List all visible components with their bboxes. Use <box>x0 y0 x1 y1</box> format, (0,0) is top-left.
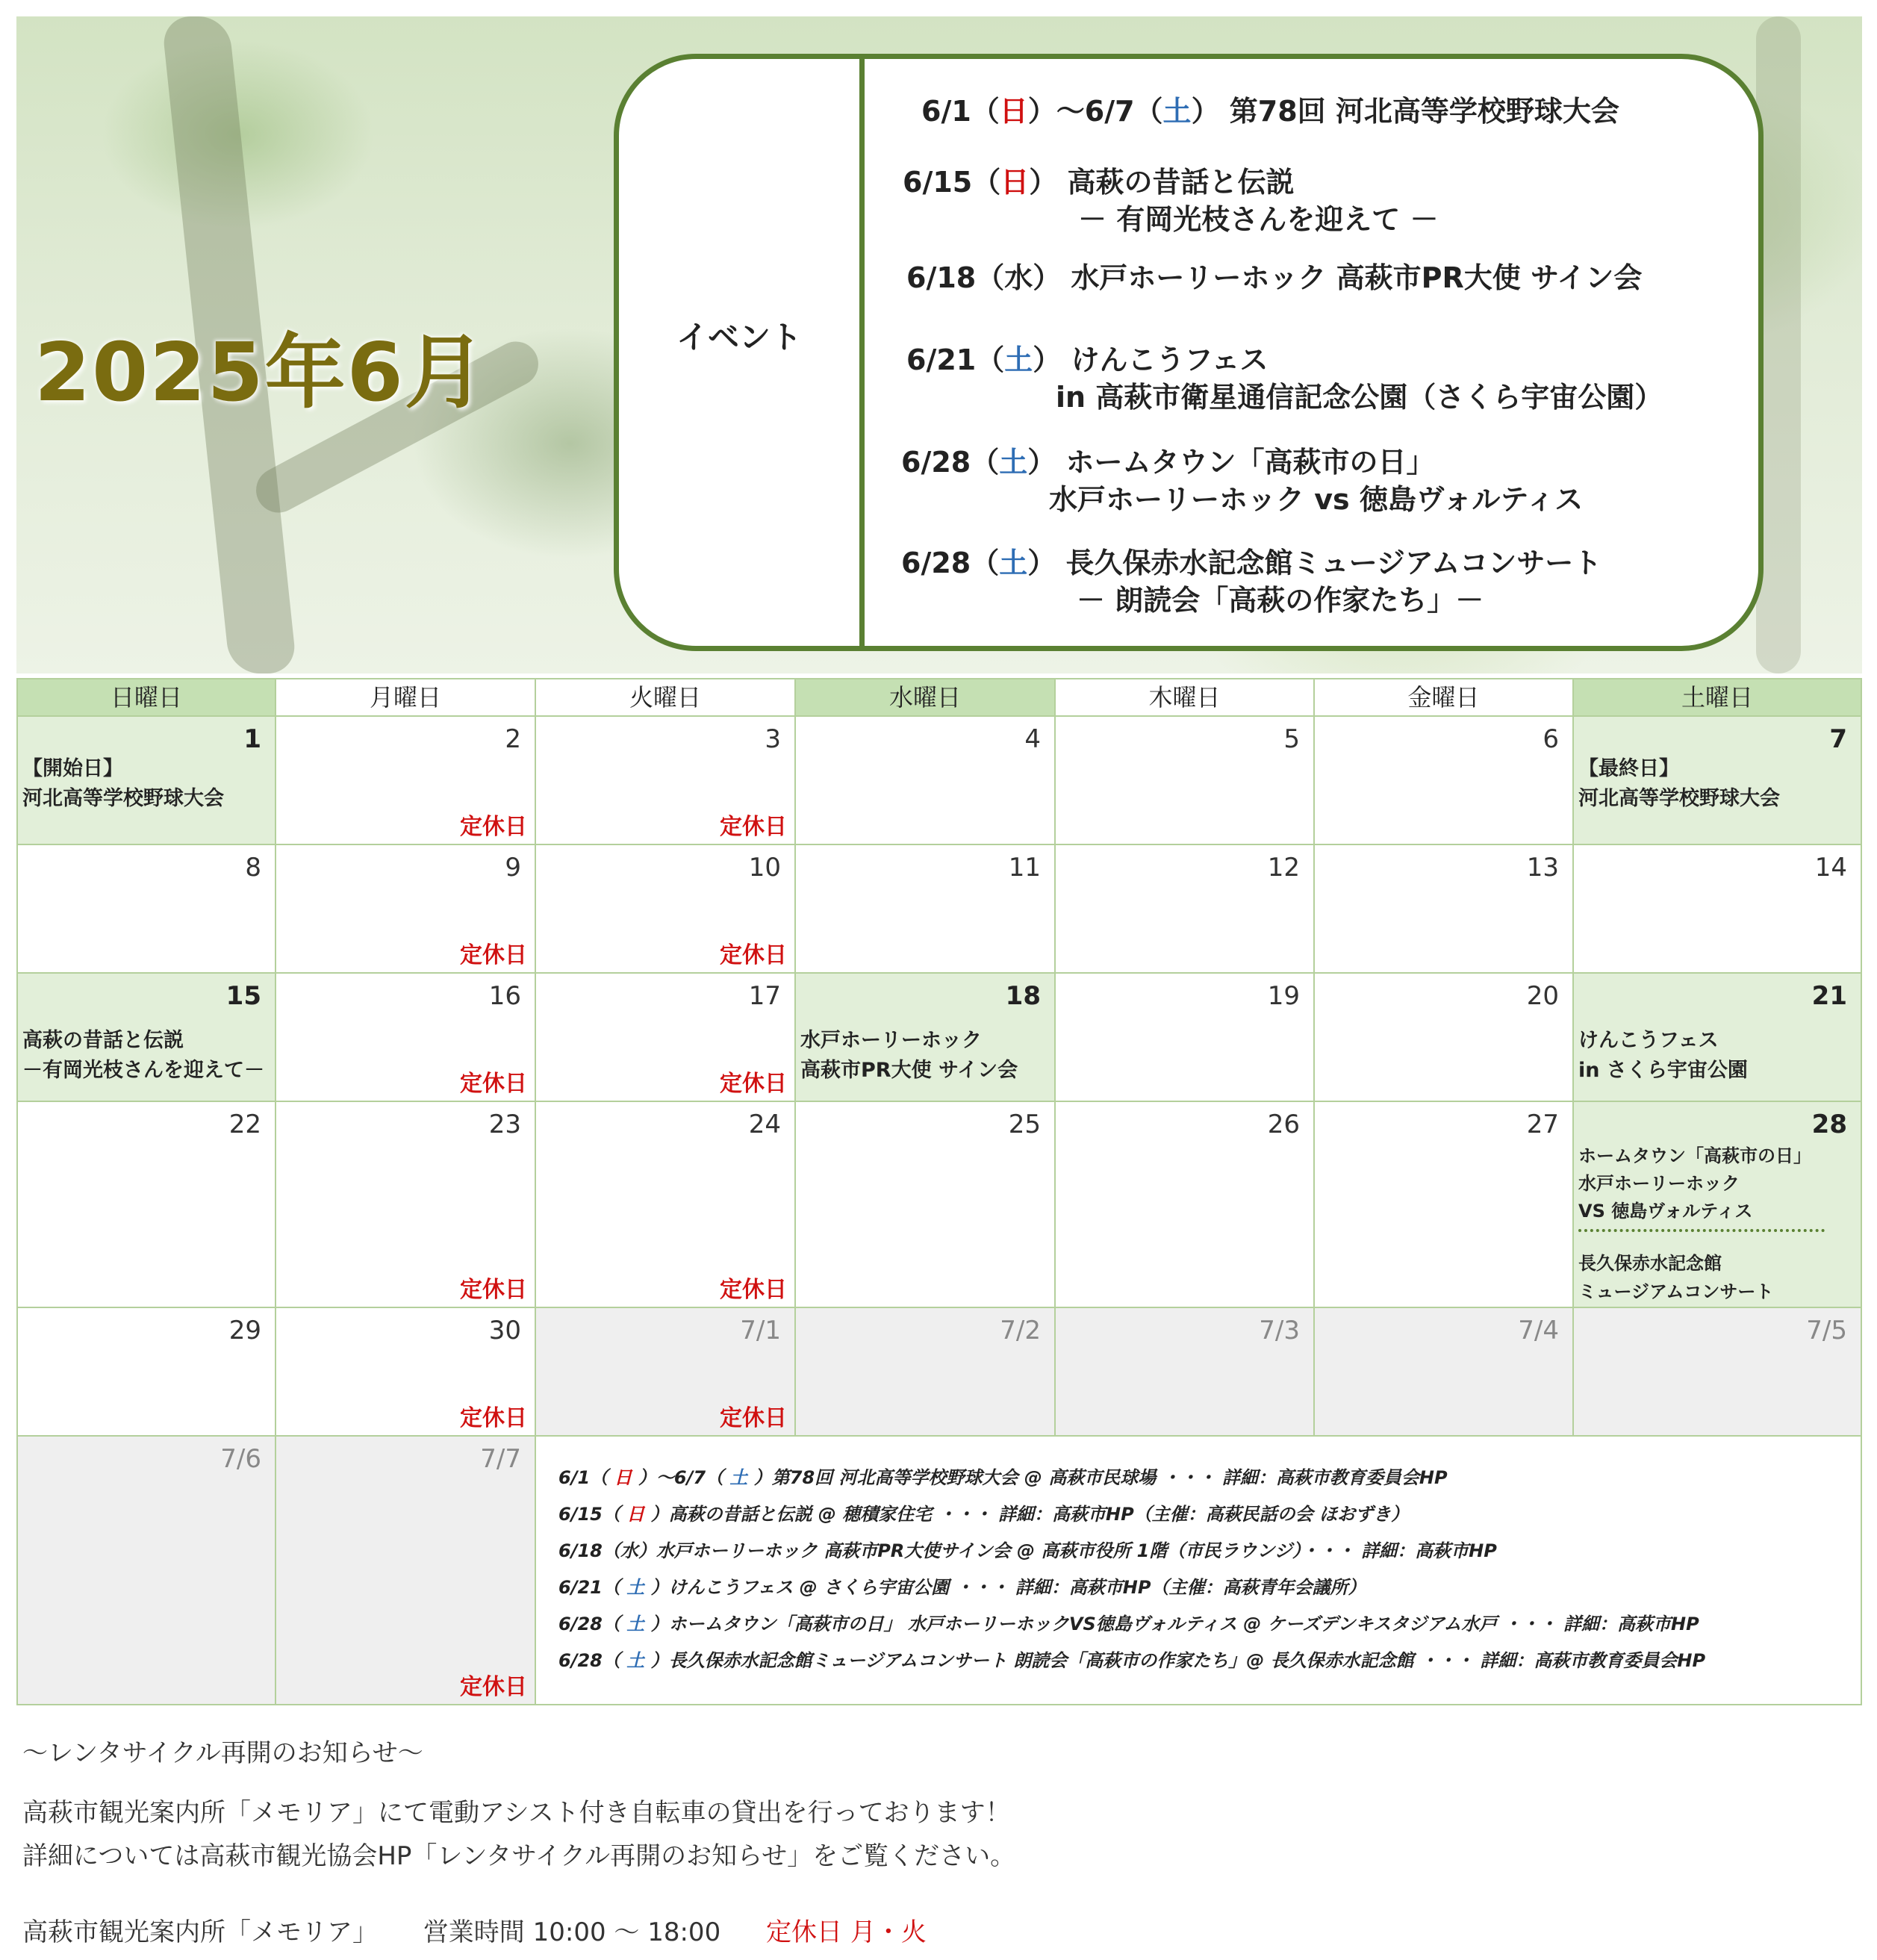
calendar-weeks <box>16 717 1862 1437</box>
rental-cycle-notice-title: ～レンタサイクル再開のお知らせ～ <box>22 1738 423 1768</box>
office-closed-days: 定休日 月・火 <box>766 1917 927 1947</box>
calendar-day-cell <box>1574 1308 1862 1437</box>
day-number: 25 <box>1008 1110 1041 1139</box>
day-number: 7/1 <box>740 1316 781 1345</box>
calendar-week-row <box>16 1437 1862 1705</box>
day-number: 29 <box>228 1316 261 1345</box>
weekday-header-tuesday: 火曜日 <box>536 678 796 717</box>
day-number: 4 <box>1024 724 1041 754</box>
day-number: 17 <box>748 981 781 1011</box>
calendar-day-cell <box>1574 845 1862 974</box>
day-number: 23 <box>488 1110 521 1139</box>
calendar-day-cell <box>16 1308 276 1437</box>
calendar-day-cell <box>1315 845 1574 974</box>
calendar-day-cell <box>276 974 536 1102</box>
closed-day-label: 定休日 <box>460 942 527 968</box>
closed-day-label: 定休日 <box>720 1071 787 1097</box>
event-detail-line: 6/28（ 土 ）長久保赤水記念館ミュージアムコンサート 朗読会「高萩市の作家たち」@ 長久保赤水記念館 ・・・ 詳細：高萩市教育委員会HP <box>558 1650 1706 1671</box>
day-number: 26 <box>1267 1110 1300 1139</box>
day-number: 12 <box>1267 853 1300 883</box>
day-number: 6 <box>1543 724 1559 754</box>
closed-day-label: 定休日 <box>460 1674 527 1700</box>
calendar-day-cell <box>16 717 276 845</box>
calendar-day-cell <box>1056 717 1315 845</box>
calendar-day-cell <box>1056 1308 1315 1437</box>
rental-cycle-notice-line: 高萩市観光案内所「メモリア」にて電動アシスト付き自転車の貸出を行っております！ <box>22 1798 1011 1828</box>
page-title: 2025年6月 <box>34 326 487 420</box>
calendar-day-cell <box>16 974 276 1102</box>
day-number: 7 <box>1829 724 1847 754</box>
day-number: 7/6 <box>220 1444 261 1474</box>
calendar-week-row <box>16 717 1862 845</box>
day-number: 28 <box>1811 1110 1847 1139</box>
calendar-grid <box>16 678 1862 1705</box>
calendar-day-cell <box>536 845 796 974</box>
day-number: 19 <box>1267 981 1300 1011</box>
calendar-day-cell <box>16 1102 276 1308</box>
day-number: 13 <box>1526 853 1559 883</box>
event-detail-line: 6/28（ 土 ）ホームタウン「高萩市の日」 水戸ホーリーホックVS徳島ヴォルティス @ ケーズデンキスタジアム水戸 ・・・ 詳細：高萩市HP <box>558 1614 1699 1634</box>
day-event-text: －有岡光枝さんを迎えて－ <box>22 1059 264 1082</box>
calendar-day-cell <box>1574 974 1862 1102</box>
event-item: 6/28（土） 長久保赤水記念館ミュージアムコンサート － 朗読会「高萩の作家たち」－ <box>901 547 1602 617</box>
calendar-day-cell <box>796 1308 1056 1437</box>
dotted-separator <box>1578 1229 1825 1232</box>
event-detail-line: 6/15（ 日 ）高萩の昔話と伝説 @ 穂積家住宅 ・・・ 詳細：高萩市HP（主催：高萩民話の会 ほおずき） <box>558 1504 1410 1525</box>
calendar-week-row <box>16 845 1862 974</box>
event-heading: イベント <box>676 319 802 355</box>
day-number: 2 <box>505 724 521 754</box>
day-number: 20 <box>1526 981 1559 1011</box>
weekday-header-wednesday: 水曜日 <box>796 678 1056 717</box>
calendar-day-cell <box>1315 717 1574 845</box>
event-details-list <box>536 1437 1862 1705</box>
closed-day-label: 定休日 <box>720 814 787 840</box>
day-number: 7/7 <box>480 1444 521 1474</box>
calendar-day-cell <box>1056 974 1315 1102</box>
day-number: 5 <box>1283 724 1300 754</box>
calendar-day-cell <box>16 1437 276 1705</box>
day-event-text: VS 徳島ヴォルティス <box>1578 1201 1753 1222</box>
day-event-text: けんこうフェス <box>1578 1029 1719 1052</box>
calendar-day-cell <box>1056 845 1315 974</box>
weekday-header-row <box>16 678 1862 717</box>
weekday-header-saturday: 土曜日 <box>1574 678 1862 717</box>
closed-day-label: 定休日 <box>720 942 787 968</box>
closed-day-label: 定休日 <box>460 1277 527 1303</box>
event-detail-line: 6/21（ 土 ）けんこうフェス @ さくら宇宙公園 ・・・ 詳細：高萩市HP（主催：高萩青年会議所） <box>558 1577 1366 1598</box>
day-event-text: 長久保赤水記念館 <box>1578 1253 1722 1274</box>
event-item: 6/18（水） 水戸ホーリーホック 高萩市PR大使 サイン会 <box>906 261 1643 294</box>
closed-day-label: 定休日 <box>460 1071 527 1097</box>
calendar-day-cell <box>796 845 1056 974</box>
day-number: 15 <box>225 981 261 1011</box>
event-item: 6/15（日） 高萩の昔話と伝説 － 有岡光枝さんを迎えて － <box>903 166 1439 236</box>
closed-day-label: 定休日 <box>460 1405 527 1431</box>
header-banner <box>16 16 1862 673</box>
day-number: 10 <box>748 853 781 883</box>
day-number: 22 <box>228 1110 261 1139</box>
event-detail-line: 6/1（ 日 ）～6/7（ 土 ）第78回 河北高等学校野球大会 @ 高萩市民球場 ・・・ 詳細：高萩市教育委員会HP <box>558 1467 1448 1488</box>
weekday-header-monday: 月曜日 <box>276 678 536 717</box>
day-event-text: ミュージアムコンサート <box>1578 1281 1774 1302</box>
event-item: 6/28（土） ホームタウン「高萩市の日」 水戸ホーリーホック vs 徳島ヴォルティス <box>901 446 1584 516</box>
day-number: 18 <box>1005 981 1041 1011</box>
event-detail-line: 6/18（水）水戸ホーリーホック 高萩市PR大使サイン会 @ 高萩市役所 1階（市民ラウンジ）・・・ 詳細：高萩市HP <box>558 1540 1497 1561</box>
calendar-day-cell <box>536 1308 796 1437</box>
day-number: 8 <box>245 853 261 883</box>
day-event-text: 水戸ホーリーホック <box>1578 1173 1740 1194</box>
day-number: 7/2 <box>1000 1316 1041 1345</box>
calendar-day-cell <box>1315 1102 1574 1308</box>
calendar-day-cell <box>276 717 536 845</box>
calendar-day-cell <box>276 1102 536 1308</box>
calendar-day-cell <box>276 1308 536 1437</box>
day-number: 7/4 <box>1518 1316 1559 1345</box>
calendar-day-cell <box>276 1437 536 1705</box>
office-hours-line <box>22 1911 927 1948</box>
day-number: 27 <box>1526 1110 1559 1139</box>
day-number: 14 <box>1814 853 1847 883</box>
day-event-text: ホームタウン「高萩市の日」 <box>1578 1145 1811 1166</box>
weekday-header-thursday: 木曜日 <box>1056 678 1315 717</box>
office-name: 高萩市観光案内所「メモリア」 <box>22 1917 378 1947</box>
day-event-text: 高萩の昔話と伝説 <box>22 1029 184 1052</box>
day-number: 24 <box>748 1110 781 1139</box>
day-event-text: 河北高等学校野球大会 <box>22 787 224 810</box>
calendar-day-cell <box>536 717 796 845</box>
event-box-divider <box>859 59 865 646</box>
closed-day-label: 定休日 <box>720 1277 787 1303</box>
calendar-week-row <box>16 1308 1862 1437</box>
day-number: 16 <box>488 981 521 1011</box>
day-event-text: 水戸ホーリーホック <box>800 1029 982 1052</box>
calendar-day-cell <box>1315 1308 1574 1437</box>
day-event-text: 【開始日】 <box>22 757 123 780</box>
closed-day-label: 定休日 <box>460 814 527 840</box>
calendar-day-cell <box>796 717 1056 845</box>
event-summary-box <box>614 54 1764 651</box>
calendar-day-cell <box>796 1102 1056 1308</box>
calendar-day-cell <box>536 974 796 1102</box>
event-item: 6/21（土） けんこうフェス in 高萩市衛星通信記念公園（さくら宇宙公園） <box>906 343 1663 414</box>
calendar-day-cell <box>536 1102 796 1308</box>
day-number: 1 <box>243 724 261 754</box>
calendar-day-cell <box>276 845 536 974</box>
calendar-week-row <box>16 1102 1862 1308</box>
day-number: 21 <box>1811 981 1847 1011</box>
day-number: 30 <box>488 1316 521 1345</box>
closed-day-label: 定休日 <box>720 1405 787 1431</box>
office-hours: 営業時間 10:00 ～ 18:00 <box>423 1917 721 1947</box>
calendar-day-cell <box>1574 1102 1862 1308</box>
day-event-text: 河北高等学校野球大会 <box>1578 787 1780 810</box>
calendar-day-cell <box>1315 974 1574 1102</box>
event-item: 6/1（日）～6/7（土） 第78回 河北高等学校野球大会 <box>921 95 1619 128</box>
day-number: 7/3 <box>1259 1316 1300 1345</box>
day-number: 11 <box>1008 853 1041 883</box>
calendar-day-cell <box>1574 717 1862 845</box>
weekday-header-sunday: 日曜日 <box>16 678 276 717</box>
day-event-text: in さくら宇宙公園 <box>1578 1059 1748 1082</box>
day-number: 3 <box>765 724 781 754</box>
rental-cycle-notice-line: 詳細については高萩市観光協会HP「レンタサイクル再開のお知らせ」をご覧ください。 <box>22 1841 1016 1871</box>
calendar-day-cell <box>1056 1102 1315 1308</box>
calendar-week-row <box>16 974 1862 1102</box>
calendar-day-cell <box>16 845 276 974</box>
day-event-text: 高萩市PR大使 サイン会 <box>800 1059 1018 1082</box>
calendar-day-cell <box>796 974 1056 1102</box>
day-number: 7/5 <box>1806 1316 1847 1345</box>
day-number: 9 <box>505 853 521 883</box>
weekday-header-friday: 金曜日 <box>1315 678 1574 717</box>
day-event-text: 【最終日】 <box>1578 757 1679 780</box>
